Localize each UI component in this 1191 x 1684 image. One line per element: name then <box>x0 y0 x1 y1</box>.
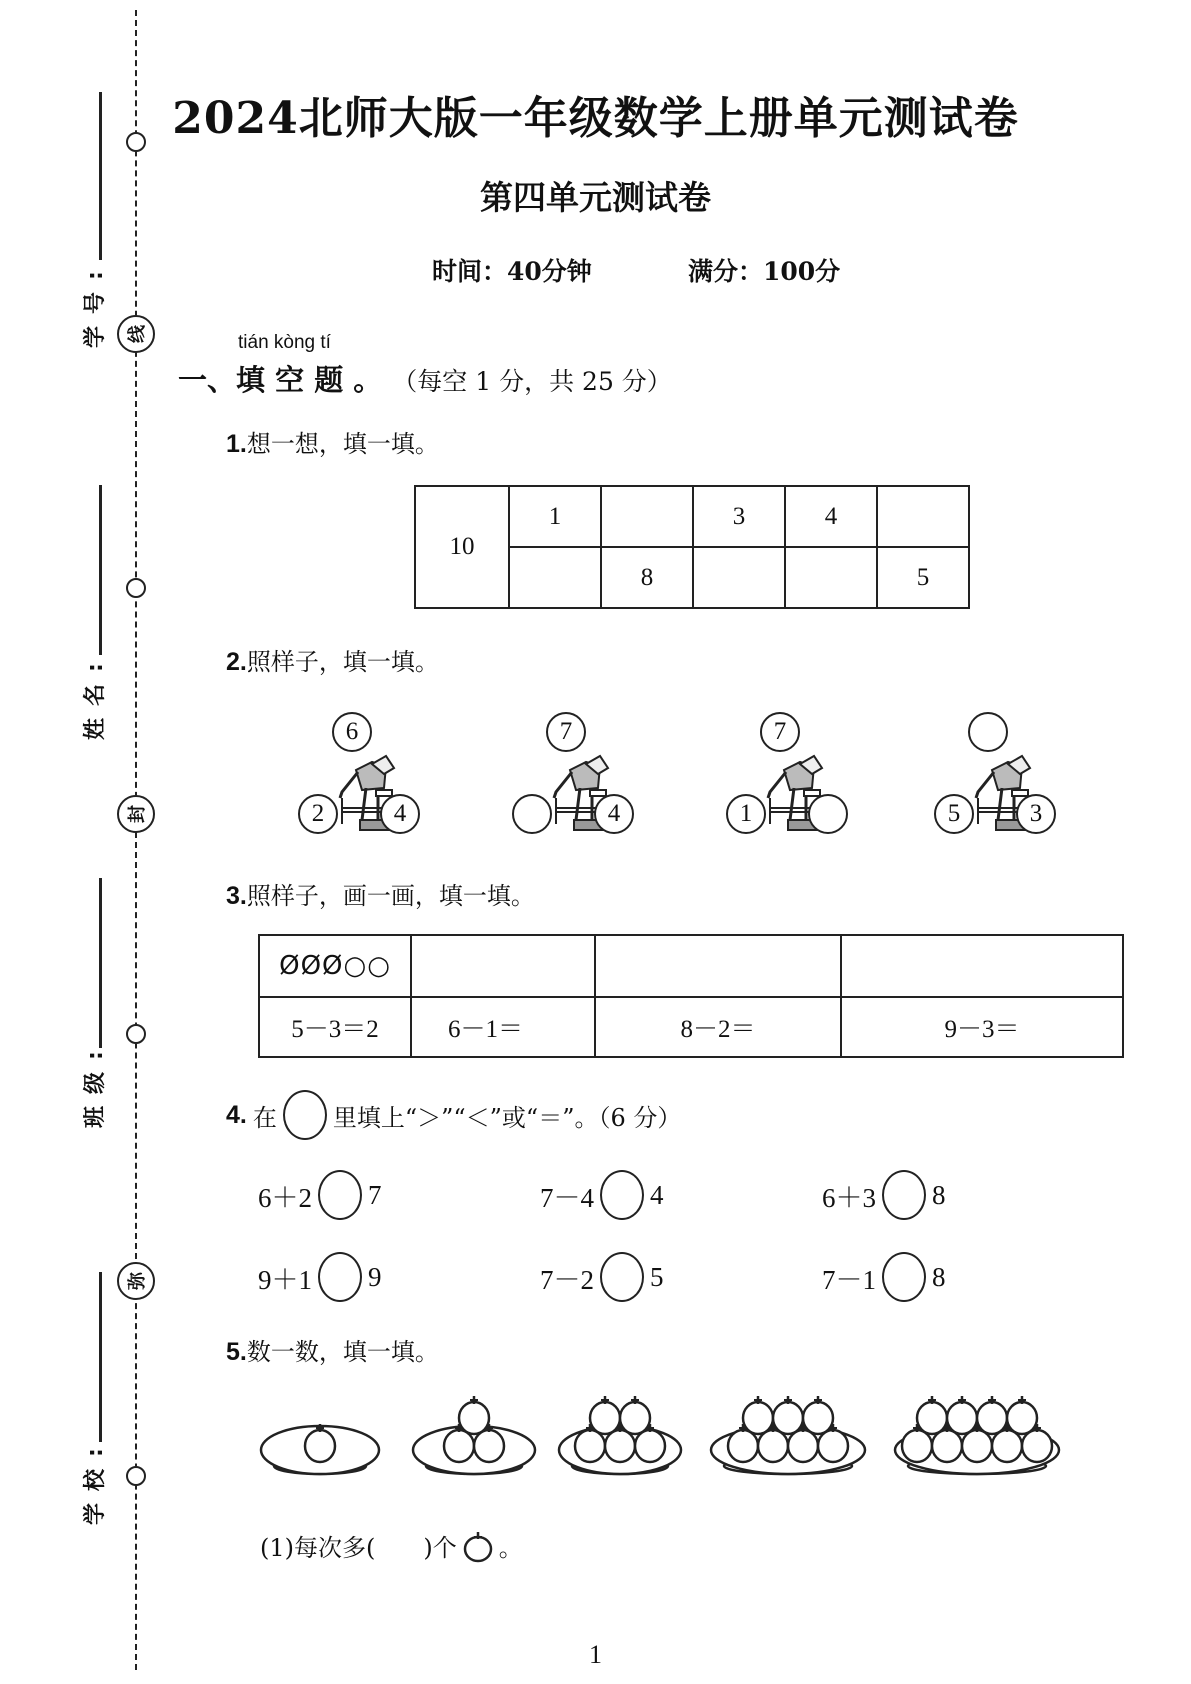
split-cell[interactable]: 4 <box>785 486 877 547</box>
bike-rider-icon <box>526 712 646 852</box>
plate-of-apples <box>258 1392 382 1482</box>
left-wheel-number[interactable] <box>512 794 552 834</box>
page-title: 2024北师大版一年级数学上册单元测试卷 <box>172 93 1019 144</box>
question-5: 5.数一数，填一填。 <box>226 1338 439 1366</box>
equation-cell[interactable]: 8－2＝ <box>595 997 841 1057</box>
draw-cell[interactable] <box>411 935 595 997</box>
name-line[interactable] <box>99 485 102 655</box>
question-1: 1.想一想，填一填。 <box>226 430 439 458</box>
comparison-item: 6＋2 7 <box>258 1170 382 1220</box>
equation-cell[interactable]: 9－3＝ <box>841 997 1123 1057</box>
section-score-note: （每空 1 分，共 25 分） <box>392 367 672 396</box>
section-pinyin: tián kòng tí <box>238 332 331 353</box>
example-symbols: ØØØ○○ <box>259 935 411 997</box>
bike-number-puzzle <box>948 712 1068 852</box>
head-number-circle[interactable] <box>968 712 1008 752</box>
split-cell[interactable] <box>785 547 877 608</box>
student-id-label: 学号: <box>83 259 108 348</box>
answer-circle[interactable] <box>882 1170 926 1220</box>
number-split-table <box>414 485 970 609</box>
plate-of-apples <box>892 1392 1062 1482</box>
comparison-item: 9＋1 9 <box>258 1252 382 1302</box>
split-cell[interactable] <box>601 486 693 547</box>
split-cell[interactable]: 3 <box>693 486 785 547</box>
binding-hole-icon <box>126 1024 146 1044</box>
comparison-item: 7－2 5 <box>540 1252 664 1302</box>
draw-fill-table <box>258 934 1124 1058</box>
right-wheel-number[interactable] <box>808 794 848 834</box>
bike-rider-icon <box>740 712 860 852</box>
question-4: 4. 在 里填上“＞”“＜”或“＝”。（6 分） <box>226 1090 681 1140</box>
seal-mi-icon: 弥 <box>117 1262 155 1300</box>
plate-of-apples <box>410 1392 538 1482</box>
class-line[interactable] <box>99 878 102 1048</box>
comparison-item: 7－4 4 <box>540 1170 664 1220</box>
bike-rider-icon <box>312 712 432 852</box>
bike-rider-icon <box>948 712 1068 852</box>
comparison-item: 6＋3 8 <box>822 1170 946 1220</box>
answer-circle[interactable] <box>318 1252 362 1302</box>
left-wheel-number: 5 <box>934 794 974 834</box>
q5-sub1: (1)每次多( )个 。 <box>260 1528 523 1563</box>
name-label: 姓名: <box>83 651 108 740</box>
answer-circle[interactable] <box>882 1252 926 1302</box>
split-cell[interactable] <box>509 547 601 608</box>
head-number-circle: 7 <box>760 712 800 752</box>
answer-circle[interactable] <box>600 1252 644 1302</box>
split-cell[interactable] <box>693 547 785 608</box>
draw-cell[interactable] <box>841 935 1123 997</box>
split-cell[interactable]: 5 <box>877 547 969 608</box>
school-label: 学校: <box>83 1436 108 1525</box>
bike-number-puzzle <box>740 712 860 852</box>
head-number-circle: 7 <box>546 712 586 752</box>
seal-line-icon: 线 <box>117 315 155 353</box>
plate-of-apples <box>556 1392 684 1482</box>
equation-cell: 5－3＝2 <box>259 997 411 1057</box>
binding-hole-icon <box>126 1466 146 1486</box>
school-line[interactable] <box>99 1272 102 1442</box>
answer-circle[interactable] <box>600 1170 644 1220</box>
section-heading <box>178 358 672 399</box>
question-3: 3.照样子，画一画，填一填。 <box>226 882 535 910</box>
right-wheel-number: 4 <box>594 794 634 834</box>
split-cell[interactable]: 1 <box>509 486 601 547</box>
plate-of-apples <box>708 1392 868 1482</box>
binding-hole-icon <box>126 578 146 598</box>
exam-time: 时间：40分钟 <box>432 257 592 286</box>
left-wheel-number: 1 <box>726 794 766 834</box>
total-cell: 10 <box>415 486 509 608</box>
question-2: 2.照样子，填一填。 <box>226 648 439 676</box>
page-subtitle: 第四单元测试卷 <box>480 178 711 217</box>
right-wheel-number: 4 <box>380 794 420 834</box>
bike-number-puzzle <box>312 712 432 852</box>
equation-cell[interactable]: 6－1＝ <box>411 997 595 1057</box>
compare-circle-icon <box>283 1090 327 1140</box>
bike-number-puzzle <box>526 712 646 852</box>
page-number: 1 <box>589 1640 602 1669</box>
section-title: 一、填 空 题 。 <box>178 363 383 397</box>
split-cell[interactable] <box>877 486 969 547</box>
comparison-item: 7－1 8 <box>822 1252 946 1302</box>
left-wheel-number: 2 <box>298 794 338 834</box>
class-label: 班级: <box>83 1039 108 1128</box>
seal-seal-icon: 封 <box>117 795 155 833</box>
right-wheel-number: 3 <box>1016 794 1056 834</box>
split-cell[interactable]: 8 <box>601 547 693 608</box>
draw-cell[interactable] <box>595 935 841 997</box>
binding-dotted-line <box>135 10 137 1670</box>
full-score: 满分：100分 <box>688 257 841 286</box>
answer-circle[interactable] <box>318 1170 362 1220</box>
head-number-circle: 6 <box>332 712 372 752</box>
apple-icon <box>461 1529 495 1563</box>
